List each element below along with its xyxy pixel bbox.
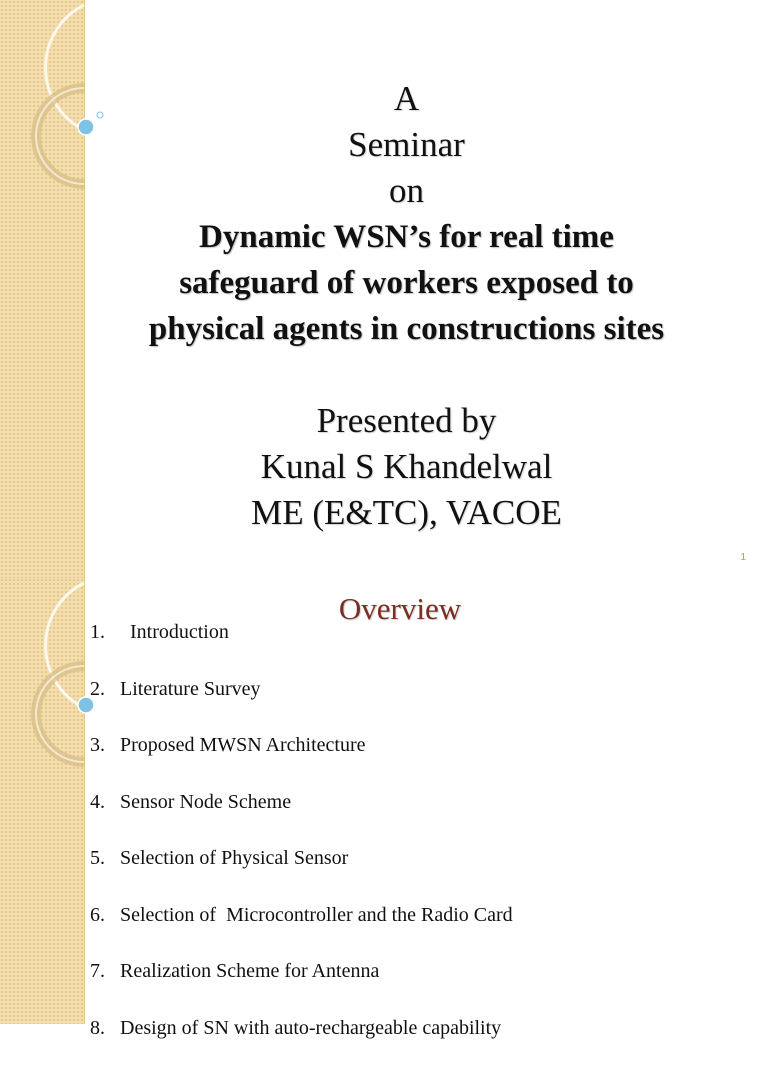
item-number: 1. — [90, 620, 120, 644]
item-number: 4. — [90, 790, 120, 814]
agenda-list — [90, 620, 513, 1072]
item-text: Introduction — [120, 621, 229, 643]
item-text: Selection of Physical Sensor — [120, 847, 348, 869]
item-text: Proposed MWSN Architecture — [120, 734, 366, 756]
item-number: 2. — [90, 677, 120, 701]
item-text: Literature Survey — [120, 678, 261, 700]
list-item — [90, 733, 513, 790]
item-number: 5. — [90, 846, 120, 870]
line-on: on — [95, 168, 718, 214]
item-number: 3. — [90, 733, 120, 757]
item-text: Design of SN with auto-rechargeable capability — [120, 1017, 501, 1039]
list-item — [90, 790, 513, 847]
item-number: 6. — [90, 903, 120, 927]
line-a: A — [95, 76, 718, 122]
presenter-name: Kunal S Khandelwal — [95, 444, 718, 490]
line-seminar: Seminar — [95, 122, 718, 168]
list-item — [90, 959, 513, 1016]
overview-title: Overview — [90, 591, 710, 627]
list-item — [90, 903, 513, 960]
list-item — [90, 846, 513, 903]
item-text: Selection of Microcontroller and the Radio Card — [120, 904, 513, 926]
title-line: safeguard of workers exposed to — [95, 260, 718, 306]
affiliation: ME (E&TC), VACOE — [95, 490, 718, 536]
list-item — [90, 1016, 513, 1072]
item-text: Realization Scheme for Antenna — [120, 960, 379, 982]
bead-icon — [78, 119, 94, 135]
overview-slide — [0, 578, 768, 1024]
title-block — [95, 76, 718, 536]
item-number: 7. — [90, 959, 120, 983]
slide-number: 1 — [740, 552, 746, 563]
title-line: physical agents in constructions sites — [95, 306, 718, 352]
list-item — [90, 620, 513, 677]
item-number: 8. — [90, 1016, 120, 1040]
item-text: Sensor Node Scheme — [120, 791, 291, 813]
presented-by: Presented by — [95, 398, 718, 444]
list-item — [90, 677, 513, 734]
title-line: Dynamic WSN’s for real time — [95, 214, 718, 260]
